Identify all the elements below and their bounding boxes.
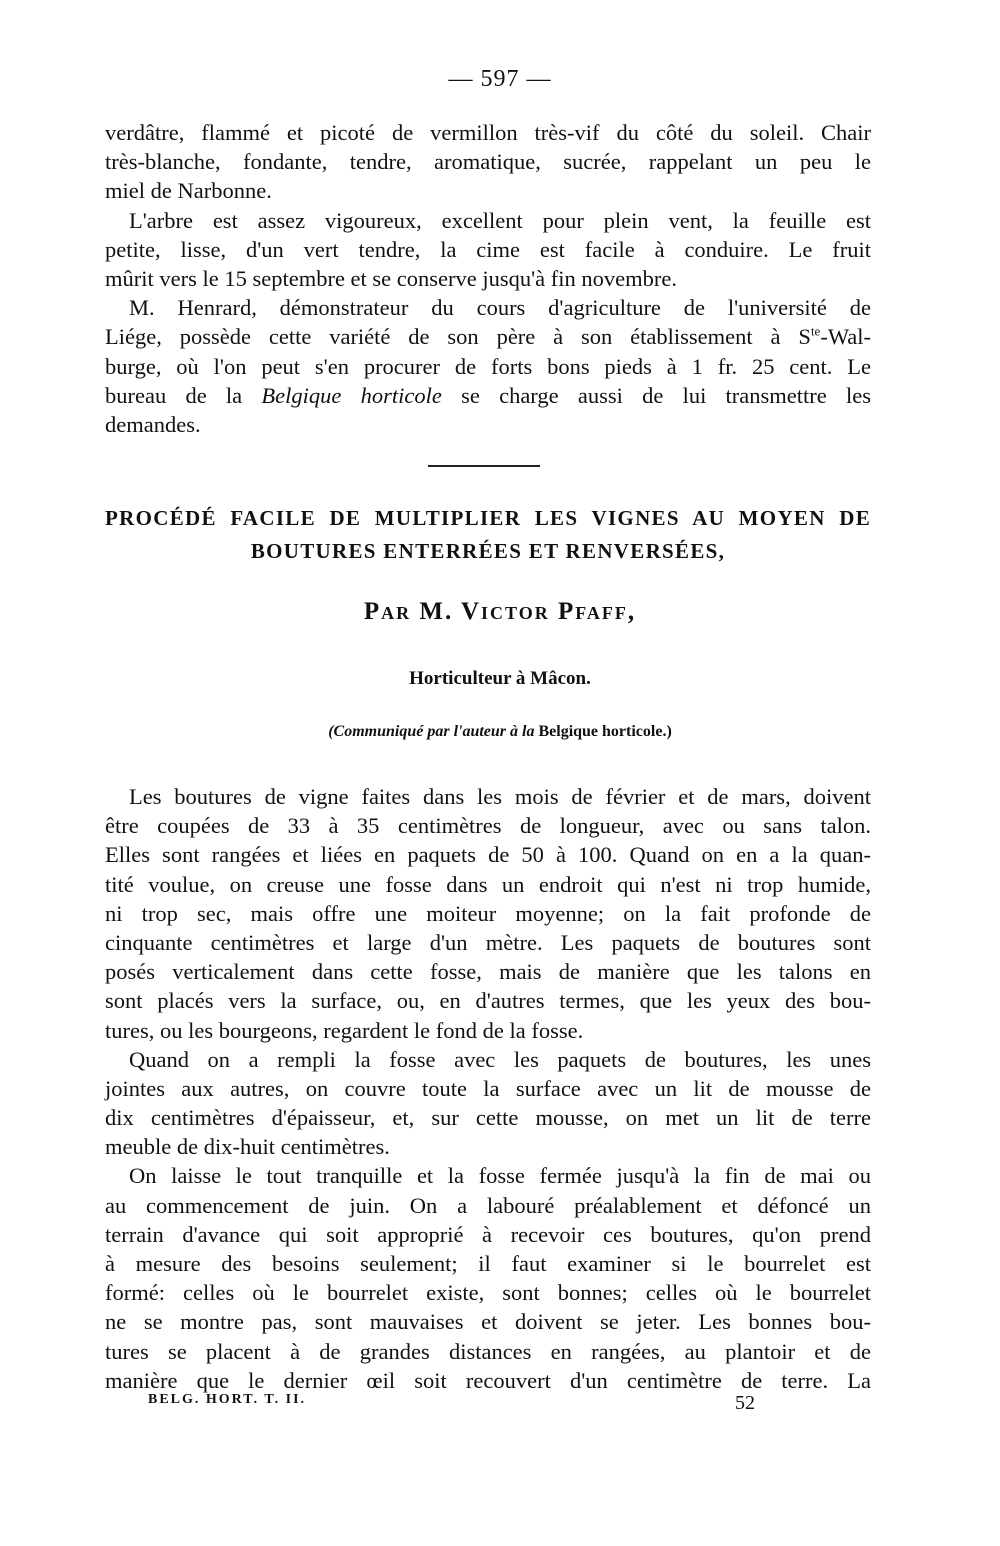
text-line: jointes aux autres, on couvre toute la surface avec un lit de mousse de <box>105 1075 871 1101</box>
text-line: tures se placent à de grandes distances en rangées, au plantoir et de <box>105 1338 871 1364</box>
text-line: L'arbre est assez vigoureux, excellent pour plein vent, la feuille est <box>129 207 871 233</box>
text-line: Elles sont rangées et liées en paquets de 50 à 100. Quand on en a la quan- <box>105 842 871 868</box>
text-line <box>105 381 871 410</box>
text-line <box>105 322 871 351</box>
text-line: manière que le dernier œil soit recouvert d'un centimètre de terre. La <box>105 1367 871 1393</box>
article-author: Par M. Victor Pfaff, <box>363 598 637 625</box>
communication-note <box>0 723 1000 741</box>
text-line: Quand on a rempli la fosse avec les paquets de boutures, les unes <box>129 1046 871 1072</box>
text-segment: bureau de la <box>105 382 262 408</box>
communication-journal: Belgique horticole.) <box>538 723 672 740</box>
continuation-text <box>105 118 871 439</box>
text-line: à mesure des besoins seulement; il faut examiner si le bourrelet est <box>105 1251 871 1276</box>
text-line: petite, lisse, d'un vert tendre, la cime est facile à conduire. Le fruit <box>105 236 871 262</box>
title-line: PROCÉDÉ FACILE DE MULTIPLIER LES VIGNES AU MOYEN DE <box>105 506 871 530</box>
text-line: dix centimètres d'épaisseur, et, sur cette mousse, on met un lit de terre <box>105 1105 871 1131</box>
text-line: On laisse le tout tranquille et la fosse fermée jusqu'à la fin de mai ou <box>129 1163 871 1189</box>
sheet-number: 52 <box>735 1392 755 1414</box>
text-line: ni trop sec, mais offre une moiteur moyenne; on la fait profonde de <box>105 900 871 926</box>
section-separator-rule <box>428 465 540 467</box>
text-line: mûrit vers le 15 septembre et se conserve jusqu'à fin novembre. <box>105 265 678 291</box>
page-footer <box>0 1392 1000 1416</box>
superscript: te <box>810 323 821 339</box>
text-segment: Liége, possède cette variété de son père à son établissement à S <box>105 324 811 350</box>
article-body <box>105 782 871 1395</box>
text-segment: -Wal- <box>820 324 871 350</box>
text-line: burge, où l'on peut s'en procurer de forts bons pieds à 1 fr. 25 cent. Le <box>105 353 871 379</box>
text-line: tité voulue, on creuse une fosse dans un endroit qui n'est ni trop humide, <box>105 871 871 897</box>
text-line: Les boutures de vigne faites dans les mois de février et de mars, doivent <box>129 784 871 809</box>
article-title <box>105 502 871 568</box>
text-line: demandes. <box>105 411 201 437</box>
text-line: M. Henrard, démonstrateur du cours d'agriculture de l'université de <box>129 295 871 321</box>
text-line: meuble de dix-huit centimètres. <box>105 1134 390 1160</box>
text-line: au commencement de juin. On a labouré préalablement et défoncé un <box>105 1192 871 1218</box>
printer-signature: BELG. HORT. T. II. <box>148 1392 307 1407</box>
text-line: très-blanche, fondante, tendre, aromatique, sucrée, rappelant un peu le <box>105 149 871 175</box>
text-line: verdâtre, flammé et picoté de vermillon très-vif du côté du soleil. Chair <box>105 120 871 145</box>
text-line: posés verticalement dans cette fosse, mais de manière que les talons en <box>105 959 871 985</box>
text-line: être coupées de 33 à 35 centimètres de longueur, avec ou sans talon. <box>105 813 871 839</box>
text-line: formé: celles où le bourrelet existe, sont bonnes; celles où le bourrelet <box>105 1280 871 1306</box>
text-line: tures, ou les bourgeons, regardent le fond de la fosse. <box>105 1017 584 1043</box>
page-number: — 597 — <box>448 66 552 92</box>
text-line: miel de Narbonne. <box>105 178 272 204</box>
journal-title-italic: Belgique horticole <box>261 382 442 408</box>
title-line: BOUTURES ENTERRÉES ET RENVERSÉES, <box>250 539 726 563</box>
text-line: cinquante centimètres et large d'un mètre. Les paquets de boutures sont <box>105 929 871 955</box>
text-line: terrain d'avance qui soit approprié à recevoir ces boutures, qu'on prend <box>105 1221 871 1247</box>
text-line: sont placés vers la surface, ou, en d'autres termes, que les yeux des bou- <box>105 988 871 1014</box>
text-segment: se charge aussi de lui transmettre les <box>441 382 871 408</box>
communication-italic: (Communiqué par l'auteur à la <box>328 723 535 740</box>
text-line: ne se montre pas, sont mauvaises et doivent se jeter. Les bonnes bou- <box>105 1309 871 1335</box>
author-affiliation: Horticulteur à Mâcon. <box>409 668 591 689</box>
